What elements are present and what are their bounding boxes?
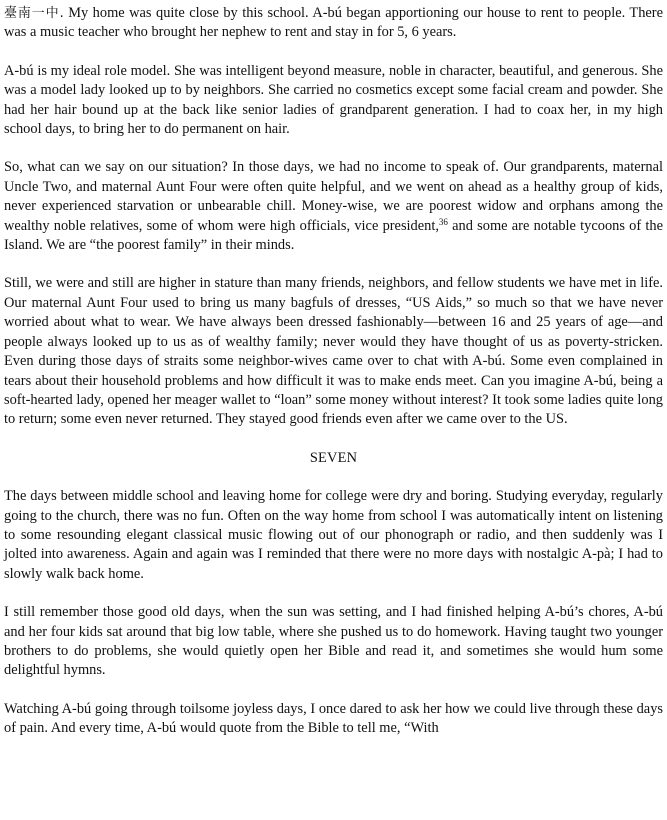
paragraph-6: I still remember those good old days, when the sun was setting, and I had finished helping A-bú’s chores, A-bú and her four kids sat around that big low table, where she pushed us to do homework. Having taught two younger brothers to do problems, she would quietly open her Bible and read it, and sometimes she would hum some delightful hymns. bbox=[4, 604, 663, 679]
document-page bbox=[4, 4, 663, 758]
paragraph-3 bbox=[4, 158, 663, 255]
school-name-chinese: 臺南一中. bbox=[4, 6, 64, 21]
paragraph-3-text-b: and some are notable tycoons of the Island. We are “the poorest family” in their minds. bbox=[4, 217, 663, 254]
section-heading: SEVEN bbox=[309, 449, 358, 466]
paragraph-1 bbox=[4, 4, 663, 43]
paragraph-1-text: My home was quite close by this school. A-bú began apportioning our house to rent to people. There was a music teacher who brought her nephew to rent and stay in for 5, 6 years. bbox=[4, 5, 663, 41]
paragraph-3-text-a: So, what can we say on our situation? In those days, we had no income to speak of. Our grandparents, maternal Uncle Two, and maternal Aunt Four were often quite helpful, and we went on ahead as a healthy group of kids, never experienced starvation or unbearable chill. Money-wise, we are poorest widow and orphans among the wealthy noble relatives, some of whom were high officials, vice president, bbox=[4, 159, 663, 234]
paragraph-7: Watching A-bú going through toilsome joyless days, I once dared to ask her how we could live through these days of pain. And every time, A-bú would quote from the Bible to tell me, “With bbox=[4, 700, 663, 737]
paragraph-4: Still, we were and still are higher in stature than many friends, neighbors, and fellow students we have met in life. Our maternal Aunt Four used to bring us many bagfuls of dresses, “US Aids,” so much so that we have never worried about what to wear. We have always been dressed fashionably—between 16 and 25 years of age—and people always looked up to us as of wealthy family; never would they have thought of us as poverty-stricken. Even during those days of straits some neighbor-wives came over to chat with A-bú. Some even complained in tears about their household problems and how difficult it was to make ends meet. Can you imagine A-bú, being a soft-hearted lady, opened her meager wallet to “loan” some money without interest? It took some ladies quite long to return; some even never returned. They stayed good friends even after we came over to the US. bbox=[4, 275, 663, 428]
paragraph-5: The days between middle school and leaving home for college were dry and boring. Studying everyday, regularly going to the church, there was no fun. Often on the way home from school I was automatically intent on listening to some resounding elegant classical music flowing out of our phonograph or radio, and then suddenly was I jolted into awareness. Again and again was I reminded that there were no more days with nostalgic A-pà; I had to slowly walk back home. bbox=[4, 488, 663, 582]
paragraph-2: A-bú is my ideal role model. She was intelligent beyond measure, noble in character, beautiful, and generous. She was a model lady looked up to by neighbors. She carried no cosmetics except some facial cream and powder. She had her hair bound up at the back like senior ladies of grandparent generation. I had to coax her, in my high school days, to bring her to do permanent on hair. bbox=[4, 62, 663, 138]
footnote-reference: 36 bbox=[438, 216, 448, 227]
